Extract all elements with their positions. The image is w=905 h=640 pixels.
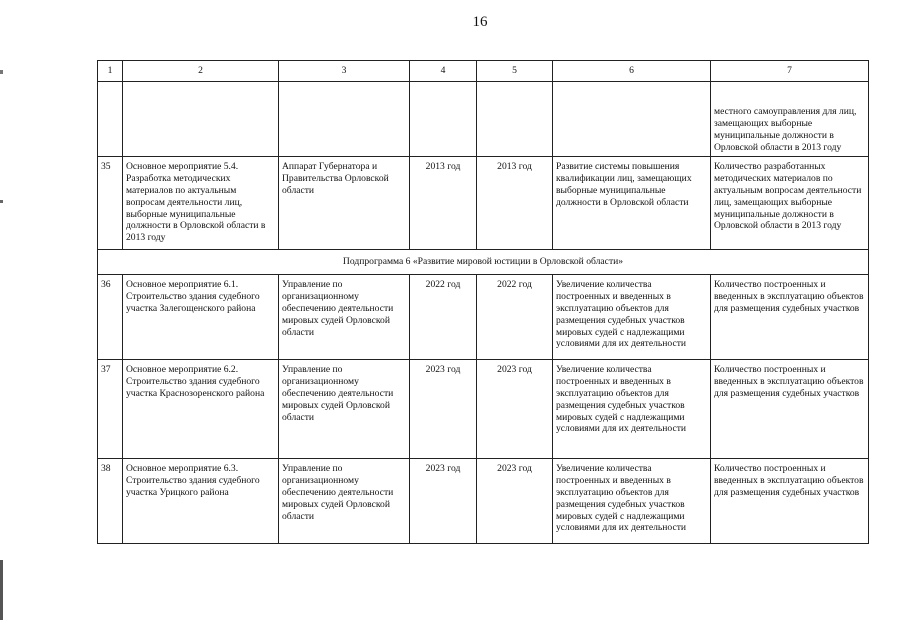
cell-end-year: 2022 год — [477, 275, 553, 360]
cell-number: 37 — [98, 360, 123, 459]
cell-empty — [123, 82, 279, 157]
header-col-3: 3 — [279, 61, 410, 82]
cell-empty — [279, 82, 410, 157]
table-row — [98, 157, 869, 250]
program-table — [97, 60, 869, 544]
table-header-row — [98, 61, 869, 82]
cell-indicator: Количество построенных и введенных в эксплуатацию объектов для размещения судебных участков — [711, 275, 869, 360]
cell-end-year: 2013 год — [477, 157, 553, 250]
cell-number: 36 — [98, 275, 123, 360]
cell-start-year: 2022 год — [410, 275, 477, 360]
subprogram-row — [98, 250, 869, 275]
cell-result: Увеличение количества построенных и введенных в эксплуатацию объектов для размещения судебных участков мировых судей с надлежащими условиями для их деятельности — [553, 275, 711, 360]
cell-end-year: 2023 год — [477, 459, 553, 544]
subprogram-title: Подпрограмма 6 «Развитие мировой юстиции в Орловской области» — [98, 250, 869, 275]
cell-end-year: 2023 год — [477, 360, 553, 459]
cell-event: Основное мероприятие 6.3. Строительство здания судебного участка Урицкого района — [123, 459, 279, 544]
cell-start-year: 2013 год — [410, 157, 477, 250]
cell-event: Основное мероприятие 5.4. Разработка методических материалов по актуальным вопросам деятельности лиц, выборные муниципальные должности в Орловской области в 2013 году — [123, 157, 279, 250]
scan-edge-artifact — [0, 0, 3, 640]
table-row — [98, 459, 869, 544]
cell-executor: Управление по организационному обеспечению деятельности мировых судей Орловской области — [279, 459, 410, 544]
header-col-6: 6 — [553, 61, 711, 82]
cell-result: Увеличение количества построенных и введенных в эксплуатацию объектов для размещения судебных участков мировых судей с надлежащими условиями для их деятельности — [553, 459, 711, 544]
cell-empty — [410, 82, 477, 157]
cell-empty — [98, 82, 123, 157]
cell-executor: Управление по организационному обеспечению деятельности мировых судей Орловской области — [279, 360, 410, 459]
cell-indicator: Количество разработанных методических материалов по актуальным вопросам деятельности лиц, замещающих выборные муниципальные должности в Орловской области в 2013 году — [711, 157, 869, 250]
cell-number: 35 — [98, 157, 123, 250]
cell-empty — [553, 82, 711, 157]
header-col-5: 5 — [477, 61, 553, 82]
header-col-7: 7 — [711, 61, 869, 82]
page-number: 16 — [472, 14, 488, 30]
cell-result: Увеличение количества построенных и введенных в эксплуатацию объектов для размещения судебных участков мировых судей с надлежащими условиями для их деятельности — [553, 360, 711, 459]
cell-indicator: Количество построенных и введенных в эксплуатацию объектов для размещения судебных участков — [711, 459, 869, 544]
table-row — [98, 275, 869, 360]
cell-empty — [477, 82, 553, 157]
cell-result: Развитие системы повышения квалификации лиц, замещающих выборные муниципальные должности в Орловской области — [553, 157, 711, 250]
cell-start-year: 2023 год — [410, 360, 477, 459]
header-col-2: 2 — [123, 61, 279, 82]
table-row — [98, 360, 869, 459]
cell-executor: Аппарат Губернатора и Правительства Орловской области — [279, 157, 410, 250]
cell-indicator: Количество построенных и введенных в эксплуатацию объектов для размещения судебных участков — [711, 360, 869, 459]
cell-start-year: 2023 год — [410, 459, 477, 544]
cell-event: Основное мероприятие 6.1. Строительство здания судебного участка Залегощенского района — [123, 275, 279, 360]
table-row-continuation — [98, 82, 869, 157]
cell-number: 38 — [98, 459, 123, 544]
cell-executor: Управление по организационному обеспечению деятельности мировых судей Орловской области — [279, 275, 410, 360]
cell-indicator-continued: местного самоуправления для лиц, замещающих выборные муниципальные должности в Орловской области в 2013 году — [711, 82, 869, 157]
cell-event: Основное мероприятие 6.2. Строительство здания судебного участка Краснозоренского района — [123, 360, 279, 459]
header-col-1: 1 — [98, 61, 123, 82]
header-col-4: 4 — [410, 61, 477, 82]
